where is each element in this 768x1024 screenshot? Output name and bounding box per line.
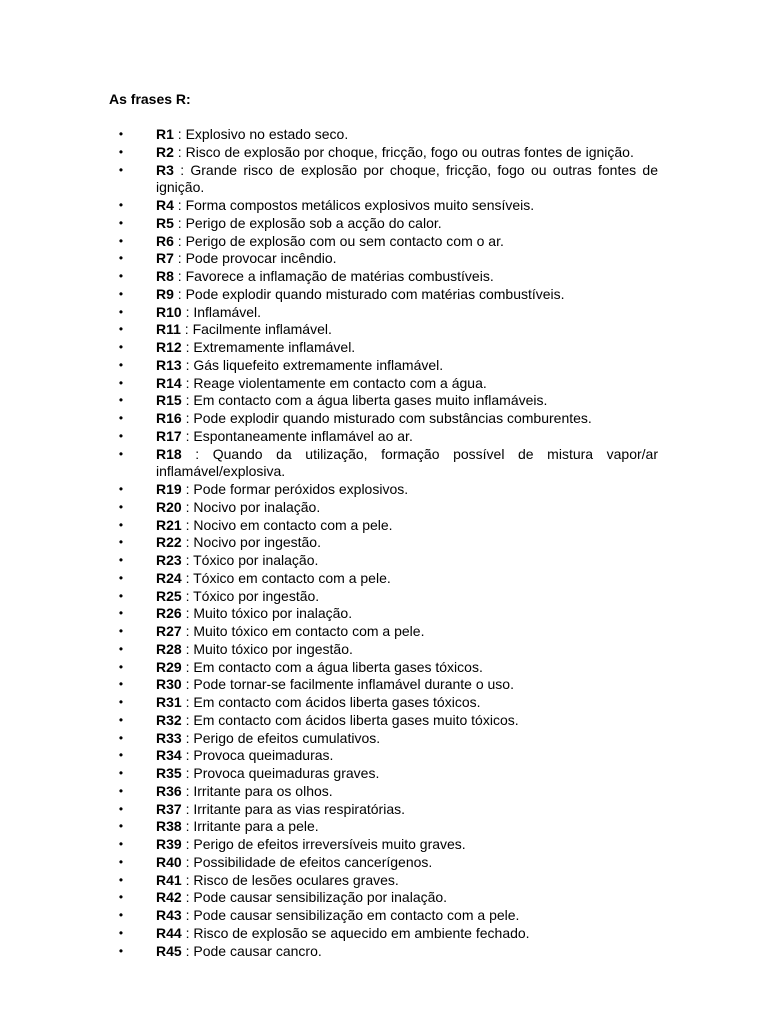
list-item bbox=[110, 375, 658, 393]
phrase-separator: : bbox=[181, 356, 194, 373]
phrase-text: Pode explodir quando misturado com matérias combustíveis. bbox=[185, 285, 565, 302]
phrase-separator: : bbox=[173, 285, 186, 302]
phrase-text: Risco de lesões oculares graves. bbox=[193, 871, 399, 888]
phrase-text: Quando da utilização, formação possível de mistura vapor/ar inflamável/explosiva. bbox=[156, 445, 659, 480]
phrase-separator: : bbox=[181, 729, 194, 746]
phrase-text: Espontaneamente inflamável ao ar. bbox=[193, 427, 413, 444]
bullet-icon: • bbox=[118, 215, 124, 230]
phrase-separator: : bbox=[181, 853, 194, 870]
list-item bbox=[110, 339, 658, 357]
bullet-icon: • bbox=[118, 624, 124, 638]
phrase-text: Pode provocar incêndio. bbox=[185, 250, 337, 267]
phrase-text: Extremamente inflamável. bbox=[193, 339, 356, 355]
phrase-text: Gás liquefeito extremamente inflamável. bbox=[193, 356, 444, 373]
phrase-code: R38 bbox=[156, 818, 182, 835]
list-item bbox=[110, 943, 658, 961]
phrase-text: Pode explodir quando misturado com substâncias comburentes. bbox=[193, 410, 592, 426]
list-item bbox=[110, 428, 658, 446]
phrase-code: R12 bbox=[156, 339, 182, 355]
phrase-text: Inflamável. bbox=[193, 303, 262, 320]
phrase-separator: : bbox=[181, 924, 194, 941]
phrase-separator: : bbox=[181, 410, 194, 426]
bullet-icon: • bbox=[118, 198, 124, 212]
phrase-text: Em contacto com a água liberta gases tóxicos. bbox=[193, 658, 483, 675]
list-item bbox=[110, 250, 658, 268]
r-phrase-list bbox=[110, 126, 658, 960]
phrase-code: R18 bbox=[156, 445, 182, 462]
phrase-separator: : bbox=[181, 676, 194, 693]
list-item bbox=[110, 162, 658, 198]
bullet-icon: • bbox=[118, 428, 124, 443]
bullet-icon: • bbox=[118, 730, 124, 745]
phrase-text: Em contacto com a água liberta gases muito inflamáveis. bbox=[193, 392, 548, 409]
phrase-text: Pode causar sensibilização em contacto com a pele. bbox=[193, 907, 520, 923]
phrase-text: Possibilidade de efeitos cancerígenos. bbox=[193, 853, 433, 870]
phrase-text: Facilmente inflamável. bbox=[192, 321, 332, 338]
phrase-code: R33 bbox=[156, 729, 182, 746]
bullet-icon: • bbox=[118, 890, 124, 905]
phrase-code: R13 bbox=[156, 356, 182, 373]
list-item bbox=[110, 907, 658, 925]
phrase-code: R8 bbox=[156, 268, 174, 284]
bullet-icon: • bbox=[118, 127, 124, 141]
phrase-separator: : bbox=[181, 552, 194, 568]
list-item bbox=[110, 392, 658, 410]
phrase-text: Forma compostos metálicos explosivos muito sensíveis. bbox=[185, 197, 535, 213]
bullet-icon: • bbox=[118, 233, 124, 248]
phrase-text: Perigo de explosão sob a acção do calor. bbox=[185, 214, 442, 231]
bullet-icon: • bbox=[118, 340, 124, 354]
phrase-separator: : bbox=[181, 836, 194, 852]
list-item bbox=[110, 286, 658, 304]
list-item bbox=[110, 357, 658, 375]
phrase-text: Risco de explosão por choque, fricção, fogo ou outras fontes de ignição. bbox=[185, 143, 634, 160]
phrase-separator: : bbox=[181, 427, 194, 444]
bullet-icon: • bbox=[118, 801, 124, 816]
phrase-separator: : bbox=[181, 694, 194, 710]
list-item bbox=[110, 765, 658, 783]
phrase-code: R23 bbox=[156, 552, 182, 568]
phrase-code: R5 bbox=[156, 214, 174, 231]
bullet-icon: • bbox=[118, 641, 124, 656]
list-item bbox=[110, 659, 658, 677]
phrase-code: R10 bbox=[156, 303, 182, 320]
bullet-icon: • bbox=[118, 588, 124, 603]
phrase-separator: : bbox=[181, 640, 194, 657]
list-item bbox=[110, 925, 658, 943]
phrase-code: R22 bbox=[156, 534, 182, 551]
phrase-code: R14 bbox=[156, 374, 182, 391]
phrase-code: R30 bbox=[156, 676, 182, 693]
phrase-code: R3 bbox=[156, 161, 174, 178]
phrase-code: R40 bbox=[156, 853, 182, 870]
bullet-icon: • bbox=[118, 925, 124, 940]
phrase-separator: : bbox=[181, 658, 194, 675]
phrase-separator: : bbox=[181, 339, 194, 355]
phrase-separator: : bbox=[173, 197, 186, 213]
list-item bbox=[110, 801, 658, 819]
phrase-code: R25 bbox=[156, 587, 182, 604]
phrase-text: Perigo de explosão com ou sem contacto com o ar. bbox=[185, 232, 504, 249]
phrase-separator: : bbox=[181, 481, 194, 497]
bullet-icon: • bbox=[118, 695, 124, 709]
bullet-icon: • bbox=[118, 872, 124, 887]
phrase-code: R24 bbox=[156, 569, 182, 586]
phrase-code: R26 bbox=[156, 605, 182, 622]
bullet-icon: • bbox=[118, 766, 124, 780]
list-item bbox=[110, 623, 658, 641]
bullet-icon: • bbox=[118, 286, 124, 301]
bullet-icon: • bbox=[118, 783, 124, 798]
phrase-text: Irritante para os olhos. bbox=[193, 782, 333, 799]
bullet-icon: • bbox=[118, 908, 124, 922]
phrase-code: R35 bbox=[156, 765, 182, 781]
list-item bbox=[110, 304, 658, 322]
phrase-separator: : bbox=[181, 587, 194, 604]
phrase-separator: : bbox=[173, 143, 186, 160]
list-item bbox=[110, 676, 658, 694]
bullet-icon: • bbox=[118, 144, 124, 159]
list-item bbox=[110, 517, 658, 535]
phrase-text: Muito tóxico por ingestão. bbox=[193, 640, 353, 657]
phrase-text: Tóxico por ingestão. bbox=[193, 587, 320, 604]
phrase-text: Muito tóxico por inalação. bbox=[193, 605, 353, 622]
phrase-separator: : bbox=[181, 516, 194, 533]
phrase-separator: : bbox=[180, 321, 193, 338]
phrase-code: R34 bbox=[156, 747, 182, 764]
phrase-separator: : bbox=[181, 605, 194, 622]
bullet-icon: • bbox=[118, 375, 124, 390]
phrase-code: R45 bbox=[156, 942, 182, 959]
list-item bbox=[110, 854, 658, 872]
bullet-icon: • bbox=[118, 748, 124, 763]
phrase-separator: : bbox=[173, 126, 186, 142]
phrase-separator: : bbox=[181, 907, 194, 923]
phrase-text: Em contacto com ácidos liberta gases tóxicos. bbox=[193, 694, 481, 710]
list-item bbox=[110, 889, 658, 907]
phrase-separator: : bbox=[181, 569, 194, 586]
phrase-separator: : bbox=[173, 232, 186, 249]
list-item bbox=[110, 872, 658, 890]
phrase-code: R20 bbox=[156, 498, 182, 515]
bullet-icon: • bbox=[118, 819, 124, 834]
phrase-code: R32 bbox=[156, 711, 182, 728]
phrase-text: Pode tornar-se facilmente inflamável durante o uso. bbox=[193, 676, 514, 693]
phrase-separator: : bbox=[173, 250, 186, 267]
bullet-icon: • bbox=[118, 499, 124, 514]
phrase-code: R43 bbox=[156, 907, 182, 923]
phrase-separator: : bbox=[181, 623, 194, 639]
list-item bbox=[110, 588, 658, 606]
bullet-icon: • bbox=[118, 854, 124, 869]
bullet-icon: • bbox=[118, 446, 124, 461]
phrase-text: Irritante para a pele. bbox=[193, 818, 319, 835]
phrase-code: R1 bbox=[156, 126, 174, 142]
list-item bbox=[110, 446, 658, 482]
phrase-separator: : bbox=[181, 534, 194, 551]
phrase-separator: : bbox=[181, 303, 194, 320]
list-item bbox=[110, 410, 658, 428]
phrase-separator: : bbox=[181, 871, 194, 888]
bullet-icon: • bbox=[118, 712, 124, 727]
phrase-code: R27 bbox=[156, 623, 182, 639]
phrase-code: R37 bbox=[156, 800, 182, 817]
phrase-separator: : bbox=[181, 889, 194, 906]
phrase-text: Nocivo por ingestão. bbox=[193, 534, 321, 551]
phrase-separator: : bbox=[181, 818, 194, 835]
bullet-icon: • bbox=[118, 677, 124, 692]
list-item bbox=[110, 818, 658, 836]
bullet-icon: • bbox=[118, 357, 124, 372]
list-item bbox=[110, 481, 658, 499]
list-item bbox=[110, 215, 658, 233]
bullet-icon: • bbox=[118, 393, 124, 408]
list-item bbox=[110, 730, 658, 748]
phrase-code: R19 bbox=[156, 481, 182, 497]
bullet-icon: • bbox=[118, 659, 124, 674]
phrase-code: R41 bbox=[156, 871, 182, 888]
phrase-separator: : bbox=[181, 747, 194, 764]
phrase-code: R4 bbox=[156, 197, 174, 213]
phrase-separator: : bbox=[181, 445, 213, 462]
bullet-icon: • bbox=[118, 322, 124, 337]
bullet-icon: • bbox=[118, 943, 124, 958]
list-item bbox=[110, 499, 658, 517]
phrase-text: Perigo de efeitos irreversíveis muito graves. bbox=[193, 836, 466, 852]
phrase-separator: : bbox=[181, 782, 194, 799]
phrase-separator: : bbox=[173, 214, 186, 231]
list-item bbox=[110, 783, 658, 801]
phrase-code: R28 bbox=[156, 640, 182, 657]
bullet-icon: • bbox=[118, 482, 124, 496]
phrase-text: Reage violentamente em contacto com a água. bbox=[193, 374, 487, 391]
phrase-text: Risco de explosão se aquecido em ambiente fechado. bbox=[193, 924, 530, 941]
phrase-text: Nocivo por inalação. bbox=[193, 498, 321, 515]
phrase-separator: : bbox=[181, 374, 194, 391]
bullet-icon: • bbox=[118, 269, 124, 283]
phrase-text: Nocivo em contacto com a pele. bbox=[193, 516, 393, 533]
bullet-icon: • bbox=[118, 606, 124, 621]
list-item bbox=[110, 268, 658, 286]
phrase-code: R17 bbox=[156, 427, 182, 444]
phrase-separator: : bbox=[173, 268, 186, 284]
bullet-icon: • bbox=[118, 570, 124, 585]
list-item bbox=[110, 712, 658, 730]
phrase-text: Em contacto com ácidos liberta gases muito tóxicos. bbox=[193, 711, 519, 728]
bullet-icon: • bbox=[118, 162, 124, 177]
phrase-code: R7 bbox=[156, 250, 174, 267]
bullet-icon: • bbox=[118, 553, 124, 567]
phrase-text: Muito tóxico em contacto com a pele. bbox=[193, 623, 425, 639]
phrase-code: R16 bbox=[156, 410, 182, 426]
phrase-code: R21 bbox=[156, 516, 182, 533]
phrase-code: R39 bbox=[156, 836, 182, 852]
phrase-text: Pode formar peróxidos explosivos. bbox=[193, 481, 409, 497]
phrase-code: R11 bbox=[156, 321, 181, 338]
phrase-text: Pode causar sensibilização por inalação. bbox=[193, 889, 448, 906]
phrase-separator: : bbox=[181, 942, 194, 959]
list-item bbox=[110, 126, 658, 144]
bullet-icon: • bbox=[118, 837, 124, 851]
list-item bbox=[110, 552, 658, 570]
phrase-code: R36 bbox=[156, 782, 182, 799]
phrase-code: R44 bbox=[156, 924, 182, 941]
phrase-text: Tóxico por inalação. bbox=[193, 552, 319, 568]
phrase-code: R6 bbox=[156, 232, 174, 249]
phrase-text: Provoca queimaduras. bbox=[193, 747, 334, 764]
phrase-code: R42 bbox=[156, 889, 182, 906]
list-item bbox=[110, 694, 658, 712]
phrase-separator: : bbox=[181, 498, 194, 515]
bullet-icon: • bbox=[118, 517, 124, 532]
list-item bbox=[110, 534, 658, 552]
phrase-separator: : bbox=[173, 161, 191, 178]
phrase-text: Perigo de efeitos cumulativos. bbox=[193, 729, 381, 746]
phrase-text: Tóxico em contacto com a pele. bbox=[193, 569, 391, 586]
bullet-icon: • bbox=[118, 411, 124, 425]
phrase-text: Grande risco de explosão por choque, fricção, fogo ou outras fontes de ignição. bbox=[156, 161, 658, 196]
phrase-separator: : bbox=[181, 800, 194, 817]
list-item bbox=[110, 197, 658, 215]
phrase-text: Favorece a inflamação de matérias combustíveis. bbox=[185, 268, 494, 284]
list-item bbox=[110, 836, 658, 854]
list-item bbox=[110, 570, 658, 588]
phrase-text: Pode causar cancro. bbox=[193, 942, 322, 959]
phrase-code: R29 bbox=[156, 658, 182, 675]
phrase-text: Provoca queimaduras graves. bbox=[193, 765, 380, 781]
phrase-code: R31 bbox=[156, 694, 182, 710]
phrase-code: R15 bbox=[156, 392, 182, 409]
bullet-icon: • bbox=[118, 304, 124, 319]
list-item bbox=[110, 747, 658, 765]
phrase-separator: : bbox=[181, 765, 194, 781]
list-item bbox=[110, 321, 658, 339]
list-item bbox=[110, 641, 658, 659]
phrase-code: R9 bbox=[156, 285, 174, 302]
bullet-icon: • bbox=[118, 535, 124, 550]
phrase-separator: : bbox=[181, 711, 194, 728]
phrase-code: R2 bbox=[156, 143, 174, 160]
list-item bbox=[110, 233, 658, 251]
phrase-text: Irritante para as vias respiratórias. bbox=[193, 800, 405, 817]
page-title: As frases R: bbox=[109, 91, 191, 107]
list-item bbox=[110, 605, 658, 623]
phrase-separator: : bbox=[181, 392, 194, 409]
phrase-text: Explosivo no estado seco. bbox=[185, 126, 349, 142]
bullet-icon: • bbox=[118, 251, 124, 266]
list-item bbox=[110, 144, 658, 162]
